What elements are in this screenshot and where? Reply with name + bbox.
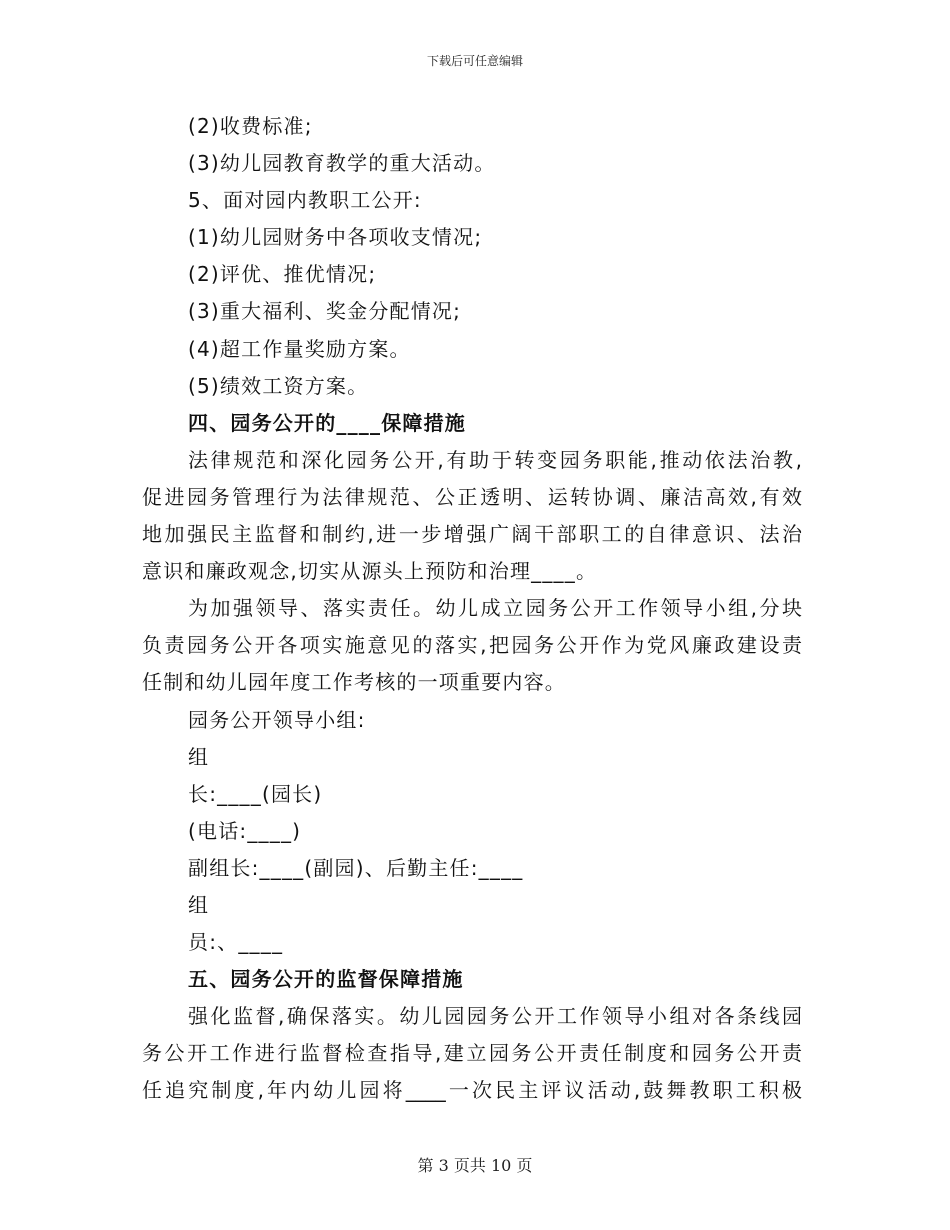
member-line: 组	[188, 892, 210, 917]
paragraph-line: 为加强领导、落实责任。幼儿成立园务公开工作领导小组,分块	[188, 596, 802, 621]
member-line: 组	[188, 744, 210, 769]
group-title: 园务公开领导小组:	[188, 707, 366, 732]
list-item: (3)幼儿园教育教学的重大活动。	[188, 151, 496, 176]
member-line: 副组长:____(副园)、后勤主任:____	[188, 855, 524, 880]
paragraph-line: 负责园务公开各项实施意见的落实,把园务公开作为党风廉政建设责	[142, 633, 802, 658]
member-line: 员:、____	[188, 930, 284, 955]
paragraph-line: 强化监督,确保落实。幼儿园园务公开工作领导小组对各条线园	[188, 1004, 802, 1029]
member-line: (电话:____)	[188, 818, 302, 843]
paragraph-line: 任追究制度,年内幼儿园将____一次民主评议活动,鼓舞教职工积极	[142, 1078, 802, 1103]
list-item: (2)评优、推优情况;	[188, 262, 377, 287]
paragraph-line: 意识和廉政观念,切实从源头上预防和治理____。	[142, 559, 598, 584]
section-heading: 四、园务公开的____保障措施	[188, 410, 466, 435]
page-header: 下载后可任意编辑	[426, 54, 523, 68]
page-body	[142, 108, 802, 1110]
list-item: (5)绩效工资方案。	[188, 373, 369, 398]
list-item: (1)幼儿园财务中各项收支情况;	[188, 225, 483, 250]
section-heading: 五、园务公开的监督保障措施	[188, 967, 464, 992]
paragraph-line: 促进园务管理行为法律规范、公正透明、运转协调、廉洁高效,有效	[142, 484, 802, 509]
page-footer: 第 3 页共 10 页	[417, 1156, 533, 1175]
member-line: 长:____(园长)	[188, 781, 323, 806]
paragraph-line: 任制和幼儿园年度工作考核的一项重要内容。	[142, 670, 566, 695]
paragraph-line: 务公开工作进行监督检查指导,建立园务公开责任制度和园务公开责	[142, 1041, 802, 1066]
subsection-heading: 5、面对园内教职工公开:	[188, 188, 422, 213]
list-item: (4)超工作量奖励方案。	[188, 336, 411, 361]
paragraph-line: 地加强民主监督和制约,进一步增强广阔干部职工的自律意识、法治	[142, 522, 802, 547]
list-item: (2)收费标准;	[188, 114, 313, 138]
paragraph-line: 法律规范和深化园务公开,有助于转变园务职能,推动依法治教,	[188, 447, 802, 472]
list-item: (3)重大福利、奖金分配情况;	[188, 299, 462, 324]
